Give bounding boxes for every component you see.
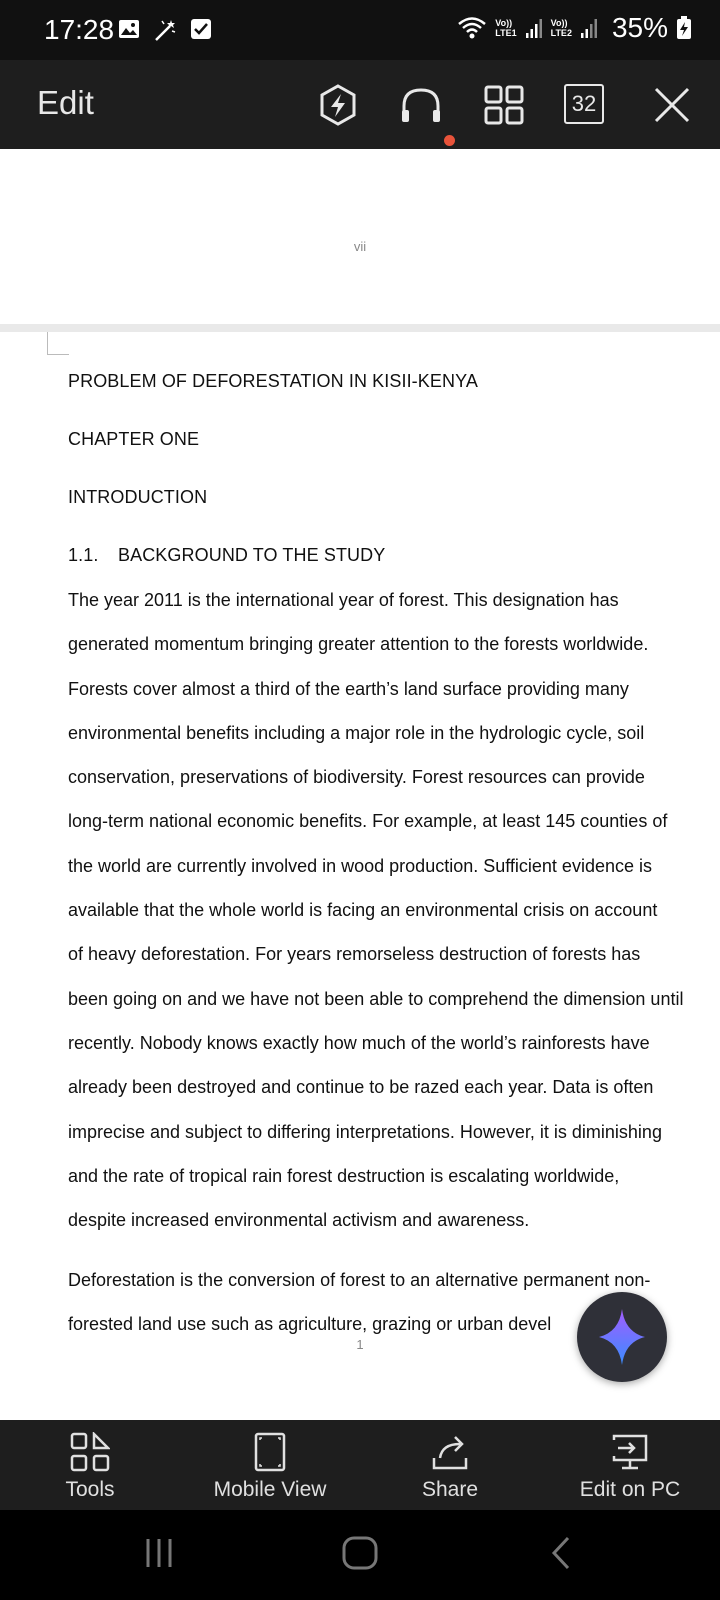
paragraph-line: recently. Nobody knows exactly how much of the world’s rainforests have bbox=[68, 1032, 650, 1053]
paragraph-line: conservation, preservations of biodiversity. Forest resources can provide bbox=[68, 767, 645, 788]
status-bar bbox=[0, 0, 720, 60]
paragraph-1 bbox=[68, 589, 718, 1253]
edit-button[interactable]: Edit bbox=[37, 84, 94, 121]
recent-apps-icon[interactable] bbox=[143, 1535, 175, 1571]
home-icon[interactable] bbox=[341, 1535, 379, 1571]
signal-1-icon bbox=[525, 17, 543, 39]
subsection-title: BACKGROUND TO THE STUDY bbox=[118, 545, 386, 565]
mobile-view-label: Mobile View bbox=[213, 1478, 327, 1501]
tools-button[interactable] bbox=[0, 1420, 180, 1510]
status-time: 17:28 bbox=[44, 14, 115, 45]
paragraph-line: the world are currently involved in wood production. Sufficient evidence is bbox=[68, 855, 652, 876]
subsection-number: 1.1. bbox=[68, 545, 99, 565]
status-right-icons bbox=[457, 12, 692, 44]
paragraph-line: long-term national economic benefits. For example, at least 145 counties of bbox=[68, 811, 668, 832]
page-separator bbox=[0, 324, 720, 332]
paragraph-line: Deforestation is the conversion of forest to an alternative permanent non- bbox=[68, 1270, 651, 1290]
paragraph-line: of heavy deforestation. For years remorseless destruction of forests has bbox=[68, 944, 641, 965]
signal-2-icon bbox=[580, 17, 598, 39]
paragraph-line: generated momentum bringing greater attention to the forests worldwide. bbox=[68, 634, 649, 655]
sim1-label: Vo)) LTE1 bbox=[495, 18, 517, 38]
chapter-heading: CHAPTER ONE bbox=[68, 429, 200, 449]
document-title: PROBLEM OF DEFORESTATION IN KISII-KENYA bbox=[68, 371, 478, 391]
lightning-hexagon-icon[interactable] bbox=[315, 82, 361, 128]
mobile-view-icon bbox=[250, 1432, 290, 1472]
crop-mark bbox=[47, 332, 48, 354]
page-number-bottom: 1 bbox=[356, 1337, 364, 1352]
section-heading: INTRODUCTION bbox=[68, 487, 208, 507]
paragraph-line: Forests cover almost a third of the earth’s land surface providing many bbox=[68, 678, 629, 699]
close-icon[interactable] bbox=[649, 82, 695, 128]
paragraph-line: environmental benefits including a major role in the hydrologic cycle, soil bbox=[68, 722, 645, 743]
ai-assistant-button[interactable] bbox=[577, 1292, 667, 1382]
headphones-icon[interactable] bbox=[398, 82, 444, 128]
status-notification-icons bbox=[118, 18, 212, 42]
gallery-icon bbox=[118, 18, 140, 40]
top-toolbar bbox=[0, 60, 720, 149]
crop-mark bbox=[47, 354, 69, 355]
edit-on-pc-icon bbox=[610, 1432, 650, 1472]
notification-dot bbox=[444, 135, 455, 146]
battery-charging-icon bbox=[676, 16, 692, 40]
paragraph-line: been going on and we have not been able to comprehend the dimension until bbox=[68, 988, 684, 1009]
checkbox-icon bbox=[190, 18, 212, 40]
paragraph-line: despite increased environmental activism and awareness. bbox=[68, 1210, 530, 1231]
tools-icon bbox=[70, 1432, 110, 1472]
wifi-icon bbox=[457, 15, 487, 41]
paragraph-line: forested land use such as agriculture, grazing or urban devel bbox=[68, 1314, 552, 1335]
document-view[interactable] bbox=[0, 149, 720, 1420]
edit-on-pc-label: Edit on PC bbox=[579, 1478, 681, 1501]
sparkle-icon bbox=[597, 1307, 647, 1367]
magic-wand-icon bbox=[152, 18, 178, 42]
share-icon bbox=[430, 1432, 470, 1472]
sim2-label: Vo)) LTE2 bbox=[550, 18, 572, 38]
back-icon[interactable] bbox=[546, 1535, 576, 1571]
subsection-heading bbox=[68, 545, 385, 566]
paragraph-line: The year 2011 is the international year of forest. This designation has bbox=[68, 590, 619, 610]
bottom-toolbar bbox=[0, 1420, 720, 1510]
paragraph-line: already been destroyed and continue to be razed each year. Data is often bbox=[68, 1077, 654, 1098]
paragraph-line: and the rate of tropical rain forest destruction is escalating worldwide, bbox=[68, 1165, 620, 1186]
page-number-top: vii bbox=[353, 239, 367, 254]
share-label: Share bbox=[421, 1478, 479, 1501]
system-nav-bar bbox=[0, 1510, 720, 1600]
paragraph-line: imprecise and subject to differing interpretations. However, it is diminishing bbox=[68, 1121, 662, 1142]
page-count-button[interactable]: 32 bbox=[564, 84, 604, 124]
grid-view-icon[interactable] bbox=[481, 82, 527, 128]
share-button[interactable] bbox=[360, 1420, 540, 1510]
paragraph-line: available that the whole world is facing an environmental crisis on account bbox=[68, 900, 658, 921]
mobile-view-button[interactable] bbox=[180, 1420, 360, 1510]
edit-on-pc-button[interactable] bbox=[540, 1420, 720, 1510]
battery-percentage: 35% bbox=[611, 12, 668, 43]
tools-label: Tools bbox=[65, 1478, 115, 1501]
